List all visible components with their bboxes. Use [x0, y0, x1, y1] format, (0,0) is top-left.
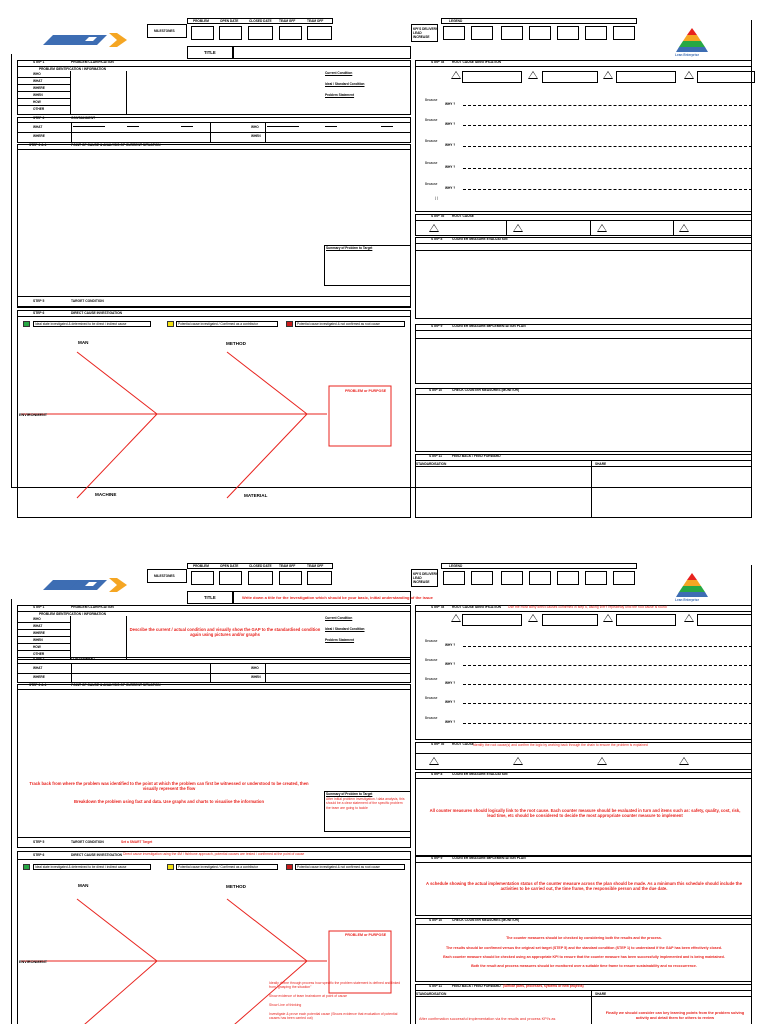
step11-panel — [415, 454, 752, 518]
step1-row-other: OTHER — [33, 652, 45, 656]
fishbone-guide-note: Show evidence of team brainstorm at point of cause — [269, 994, 348, 998]
step1-number: STEP 1 — [33, 60, 45, 64]
step11-standardisation-guide: After confirmation successful implementation via the results and process KPI's as — [419, 1017, 556, 1021]
step10-guide-text: Both the result and process measures should be monitored over a suitable time frame to ensure sustainability and no reoccurrence. — [471, 964, 697, 968]
company-logo-icon — [39, 574, 131, 596]
step11-title: FEED BACK / FEED FORWARD — [452, 984, 501, 988]
fishbone-problem-label: PROBLEM or PURPOSE — [345, 389, 387, 393]
legend-green-text: Ideal state investigated & determined to be direct / indirect cause — [35, 322, 127, 326]
step1-row-where: WHERE — [33, 631, 45, 635]
title-label-box — [187, 591, 233, 604]
fishbone-environment-label: ENVIRONMENT — [19, 413, 48, 417]
kpi-field-7[interactable] — [613, 571, 635, 585]
step3-guide-text-b: Breakdown the problem using fact and data. Use graphs and charts to visualise the information — [73, 799, 265, 804]
standardisation-header: STANDARDISATION — [416, 992, 447, 996]
step1-title: PROBLEM CLARIFICATION — [71, 605, 114, 609]
cause-box-1[interactable] — [462, 71, 522, 83]
legend-label: LEGEND — [449, 19, 463, 23]
step7b-number: STEP 7b — [431, 742, 445, 746]
step2-row-what: WHAT — [33, 666, 43, 670]
kpi-field-5[interactable] — [557, 26, 579, 40]
step2-row-when: WHEN — [251, 675, 261, 679]
kpi-field-3[interactable] — [501, 26, 523, 40]
root-cause-triangle-icon — [429, 757, 439, 765]
legend-yellow-swatch — [167, 864, 174, 870]
warning-triangle-icon — [528, 614, 538, 622]
step1-row-other: OTHER — [33, 107, 45, 111]
title-label: TITLE — [204, 50, 216, 55]
date-field-3[interactable] — [248, 26, 273, 40]
why-label: WHY ? — [445, 122, 456, 126]
step10-guide-text: Each counter measure should be checked using an appropriate KPI to ensure that the counter measure has been successfully implemented and is being maintained. — [443, 955, 725, 959]
title-field[interactable] — [233, 591, 433, 604]
legend-green-swatch — [23, 864, 30, 870]
fishbone-guide-note: Investigate & prove each potential cause (Shows evidence that evaluation of potential causes has been carried out) — [269, 1012, 398, 1021]
step3-number: STEP 3 & 4 — [29, 143, 47, 147]
kpi-field-1[interactable] — [443, 571, 465, 585]
cause-box-3[interactable] — [616, 71, 676, 83]
date-header-team-gff: TEAM GFF — [279, 19, 296, 23]
step2-number: STEP 2 — [33, 116, 45, 120]
warning-triangle-icon — [451, 71, 461, 79]
problem-statement-label: Problem Statement — [325, 638, 355, 642]
step5-number: STEP 5 — [33, 299, 45, 303]
kpi-field-2[interactable] — [471, 571, 493, 585]
why-label: WHY ? — [445, 186, 456, 190]
why-label: WHY ? — [445, 681, 456, 685]
company-logo-icon — [39, 29, 131, 51]
fishbone-problem-label: PROBLEM or PURPOSE — [345, 933, 387, 937]
date-header-problem: PROBLEM — [193, 19, 209, 23]
kpi-field-3[interactable] — [501, 571, 523, 585]
step11-share-guide: Finally we should consider can key learning points from the problem solving activity and detail them for others to review — [605, 1011, 745, 1021]
step2-title: CONTAINMENT — [71, 116, 96, 120]
step1-row-what: WHAT — [33, 624, 43, 628]
because-label: Because — [425, 98, 438, 102]
because-label: Because — [425, 677, 438, 681]
step1-title: PROBLEM CLARIFICATION — [71, 60, 114, 64]
step10-guide-text: The counter measures should be checked by considering both the results and the process. — [506, 936, 662, 940]
step1-guide-text: Describe the current / actual condition and visually show the GAP to the standardised condition again using pictures and/or graphs — [129, 627, 321, 638]
root-cause-triangle-icon — [513, 224, 523, 232]
step2-row-where: WHERE — [33, 675, 45, 679]
problem-statement-label: Problem Statement — [325, 93, 355, 97]
step2-row-where: WHERE — [33, 134, 45, 138]
date-header-closed: CLOSED DATE — [249, 19, 272, 23]
step3-number: STEP 3 & 4 — [29, 683, 47, 687]
step3-summary-box — [324, 245, 411, 286]
step7a-number: STEP 7a — [431, 60, 445, 64]
why-label: WHY ? — [445, 165, 456, 169]
step2-number: STEP 2 — [33, 657, 45, 661]
date-field-1[interactable] — [191, 571, 214, 585]
step7b-guide-text: Identify the root cause(s) and confirm the logic by working back through the chain to ensure the problem is explained — [473, 743, 648, 747]
step8-number: STEP 8 — [431, 772, 443, 776]
milestones-label: MILESTONES — [154, 574, 175, 578]
milestones-label: MILESTONES — [154, 29, 175, 33]
warning-triangle-icon — [528, 71, 538, 79]
step1-row-what: WHAT — [33, 79, 43, 83]
date-header-team-off: TEAM OFF — [307, 19, 324, 23]
fishbone-material-label: MATERIAL — [244, 493, 268, 498]
milestones-label-box — [147, 569, 187, 583]
step9-title: COUNTER MEASURE IMPLEMENTATION PLAN — [452, 324, 526, 328]
kpi-field-2[interactable] — [471, 26, 493, 40]
step8-number: STEP 8 — [431, 237, 443, 241]
date-header-problem: PROBLEM — [193, 564, 209, 568]
fishbone-environment-label: ENVIRONMENT — [19, 960, 48, 964]
step10-number: STEP 10 — [429, 388, 443, 392]
why-label: WHY ? — [445, 102, 456, 106]
a3-sheet-guide — [11, 563, 752, 1024]
date-field-5[interactable] — [307, 571, 332, 585]
step9-number: STEP 9 — [431, 856, 443, 860]
step10-title: CHECK COUNTER MEASURES (MONITOR) — [452, 918, 520, 922]
step10-panel — [415, 388, 752, 452]
date-field-2[interactable] — [219, 571, 242, 585]
step7a-title: ROOT CAUSE IDENTIFICATION — [452, 60, 502, 64]
fishbone-guide-note: Show Line of thinking — [269, 1003, 302, 1007]
ideal-condition-label: Ideal / Standard Condition — [325, 627, 365, 631]
fishbone-machine-label: MACHINE — [95, 492, 117, 497]
legend-green-text: Ideal state investigated & determined to be direct / indirect cause — [35, 865, 127, 869]
date-header-open: OPEN DATE — [220, 19, 239, 23]
current-condition-label: Current Condition — [325, 71, 353, 75]
cause-box-4[interactable] — [697, 614, 752, 626]
step6-guide-text: Direct cause investigation using the 4M / fishbone approach, potential causes are tested / confirmed at the point of cause — [123, 852, 305, 856]
kpi-field-4[interactable] — [529, 26, 551, 40]
date-field-4[interactable] — [279, 26, 302, 40]
step6-title: DIRECT CAUSE INVESTIGATION — [71, 853, 123, 857]
step9-guide-text: A schedule showing the actual implementation status of the counter measure across the plan should be made. As a minimum this schedule should include the activities to be carried out, the time frame, the responsible person and the due date. — [426, 881, 742, 892]
step2-row-when: WHEN — [251, 134, 261, 138]
step5-title: TARGET CONDITION — [71, 299, 104, 303]
legend-yellow-text: Potential cause investigated / Confirmed as a contributor — [178, 865, 258, 869]
because-label: Because — [425, 161, 438, 165]
why-label: WHY ? — [445, 662, 456, 666]
logo-caption: Lean Enterprise — [675, 53, 700, 57]
root-cause-triangle-icon — [513, 757, 523, 765]
step6-number: STEP 6 — [33, 311, 45, 315]
legend-yellow-text: Potential cause investigated / Confirmed as a contributor — [178, 322, 258, 326]
ideal-condition-label: Ideal / Standard Condition — [325, 82, 365, 86]
cause-box-1[interactable] — [462, 614, 522, 626]
date-field-1[interactable] — [191, 26, 214, 40]
because-label: Because — [425, 639, 438, 643]
title-label-box — [187, 46, 233, 59]
title-label: TITLE — [204, 595, 216, 600]
cause-box-2[interactable] — [542, 614, 598, 626]
step2-row-who: WHO — [251, 125, 259, 129]
step3-summary-label: Summary of Problem to Target — [326, 792, 373, 796]
step7b-title: ROOT CAUSE — [452, 742, 474, 746]
step5-guide-text: Set a SMART Target — [121, 840, 153, 844]
warning-triangle-icon — [684, 71, 694, 79]
step6-title: DIRECT CAUSE INVESTIGATION — [71, 311, 123, 315]
kpi-field-1[interactable] — [443, 26, 465, 40]
title-guide-text: Write down a title for the investigation which should be your basic, initial understanding of the issue — [242, 595, 433, 600]
legend-red-text: Potential cause investigated & not confirmed as root cause — [297, 865, 380, 869]
title-field[interactable] — [233, 46, 411, 59]
step3-summary-guide: After initial problem investigation / data analysis, this should be a clear statement of the specific problem the team are going to tackle — [326, 797, 405, 810]
current-condition-label: Current Condition — [325, 616, 353, 620]
step11-number: STEP 11 — [429, 984, 442, 988]
legend-red-text: Potential cause investigated & not confirmed as root cause — [297, 322, 380, 326]
step1-row-who: WHO — [33, 617, 41, 621]
cause-box-3[interactable] — [616, 614, 676, 626]
why-label: WHY ? — [445, 143, 456, 147]
warning-triangle-icon — [603, 71, 613, 79]
step1-row-where: WHERE — [33, 86, 45, 90]
legend-red-swatch — [286, 321, 293, 327]
warning-triangle-icon — [451, 614, 461, 622]
date-header-closed: CLOSED DATE — [249, 564, 272, 568]
kpi-label-box — [411, 24, 438, 42]
logo-caption: Lean Enterprise — [675, 598, 700, 602]
date-field-2[interactable] — [219, 26, 242, 40]
warning-triangle-icon — [684, 614, 694, 622]
kpi-label-box — [411, 569, 438, 587]
date-field-4[interactable] — [279, 571, 302, 585]
because-label: Because — [425, 182, 438, 186]
root-cause-triangle-icon — [597, 224, 607, 232]
step10-number: STEP 10 — [429, 918, 443, 922]
step8-title: COUNTER MEASURE EVALUATION — [452, 237, 508, 241]
because-label: Because — [425, 716, 438, 720]
fishbone-diagram — [17, 328, 411, 518]
step7b-title: ROOT CAUSE — [452, 214, 474, 218]
warning-triangle-icon — [603, 614, 613, 622]
step11-title: FEED BACK / FEED FORWARD — [452, 454, 501, 458]
date-field-5[interactable] — [307, 26, 332, 40]
root-cause-triangle-icon — [429, 224, 439, 232]
fishbone-method-label: METHOD — [226, 884, 246, 889]
root-cause-triangle-icon — [597, 757, 607, 765]
step3-guide-text-a: Track back from where the problem was identified to the point at which the problem can first be witnessed or understood to be created, then visually represent the flow — [29, 781, 309, 792]
step1-number: STEP 1 — [33, 605, 45, 609]
because-label: Because — [425, 139, 438, 143]
fishbone-man-label: MAN — [78, 340, 89, 345]
date-header-team-off: TEAM OFF — [307, 564, 324, 568]
kpi-field-6[interactable] — [585, 26, 607, 40]
step1-row-who: WHO — [33, 72, 41, 76]
step3-summary-box — [324, 791, 411, 832]
step5-number: STEP 5 — [33, 840, 45, 844]
step2-row-what: WHAT — [33, 125, 43, 129]
step10-guide-text: The results should be confirmed versus the original set target (STEP 5) and the standard condition (STEP 1) to understand if the GAP has been effectively closed. — [446, 946, 722, 950]
step1-subtitle: PROBLEM IDENTIFICATION / INFORMATION — [39, 67, 106, 71]
legend-yellow-swatch — [167, 321, 174, 327]
why-label: WHY ? — [445, 700, 456, 704]
step7a-number: STEP 7a — [431, 605, 445, 609]
step5-title: TARGET CONDITION — [71, 840, 104, 844]
step11-number: STEP 11 — [429, 454, 442, 458]
step3-title: POINT OF CAUSE & ANALYSIS OF CURRENT SITUATION — [71, 143, 161, 147]
legend-green-swatch — [23, 321, 30, 327]
kpi-label: KPI'S DELIVERY LEAD INCREASE — [413, 27, 438, 39]
step8-guide-text: All counter measures should logically link to the root cause. Each counter measure should be evaluated in turn and items such as: safety, quality, cost, risk, lead time, etc should be considered to decide the most appropriate counter measure to implement — [429, 808, 741, 819]
why-label: WHY ? — [445, 720, 456, 724]
step10-title: CHECK COUNTER MEASURES (MONITOR) — [452, 388, 520, 392]
cause-box-4[interactable] — [697, 71, 755, 83]
date-header-team-gff: TEAM GFF — [279, 564, 296, 568]
step7a-guide-text: Use the most likely direct causes confirmed in step 6, asking WHY repeatedly until the root cause is found — [508, 605, 667, 609]
step2-row-who: WHO — [251, 666, 259, 670]
step9-number: STEP 9 — [431, 324, 443, 328]
fishbone-method-label: METHOD — [226, 341, 246, 346]
legend-red-swatch — [286, 864, 293, 870]
a3-sheet-blank: MILESTONES PROBLEM OPEN DATE CLOSED DATE TEAM GFF TEAM OFF TITLE KPI'S DELIVERY LEAD INCREASE LEGEND Lean Enterprise STEP 1 PROBLEM CLARIFICATION PROBLEM IDENTIFICATION / INFORMATION WHO WHAT WHERE WHEN HOW OTHER Current Condition Ideal / Standard Condition Problem Statement STEP 2 CONTAINMENT WHAT WHERE WHO WHEN STEP 3 & 4 POINT OF CAUSE & ANALYSIS OF CURRENT SITUATION Summary of Problem to Target STEP 5 TARGET CONDITION STEP 6 DIRECT CAUSE INVESTIGATION Ideal state investigated & determined to be direct / indirect cause Potential cause investigated / Confirmed as a contributor Potential cause investigated & not confirmed as root cause MAN METHOD MACHINE MATERIAL ENVIRONMENT PROBLEM or PURPOSE STEP 7a ROOT CAUSE IDENTIFICATION Because WHY ? Because WHY ? Because WHY ? Because WHY ? Because WHY ? ( ) STEP 7b ROOT CAUSE STEP 8 COUNTER MEASURE EVALUATION STEP 9 COUNTER MEASURE IMPLEMENTATION PLAN STEP 10 CHECK COUNTER MEASURES (MONITOR) STEP 11 FEED BACK / FEED FORWARD STANDARDISATION SHARE — [11, 18, 752, 488]
kpi-label: KPI'S DELIVERY LEAD INCREASE — [413, 572, 438, 584]
step3-title: POINT OF CAUSE & ANALYSIS OF CURRENT SITUATION — [71, 683, 161, 687]
step11-guide-text: (Similar parts, processes, systems or new projects) — [503, 984, 584, 988]
standardisation-header: STANDARDISATION — [416, 462, 447, 466]
step9-panel — [415, 324, 752, 384]
date-header-open: OPEN DATE — [220, 564, 239, 568]
root-cause-triangle-icon — [679, 224, 689, 232]
fishbone-guide-note: Ideally define through process how specific the problem statement is defined and linked from "grasping the situation" — [269, 981, 401, 990]
step1-row-when: WHEN — [33, 638, 43, 642]
step1-row-when: WHEN — [33, 93, 43, 97]
fishbone-guide-notes — [267, 981, 411, 1024]
kpi-field-6[interactable] — [585, 571, 607, 585]
step2-title: CONTAINMENT — [71, 657, 96, 661]
share-header: SHARE — [595, 992, 607, 996]
cause-box-2[interactable] — [542, 71, 598, 83]
kpi-field-7[interactable] — [613, 26, 635, 40]
kpi-field-4[interactable] — [529, 571, 551, 585]
step7b-number: STEP 7b — [431, 214, 445, 218]
because-label: Because — [425, 696, 438, 700]
because-label: Because — [425, 118, 438, 122]
legend-label: LEGEND — [449, 564, 463, 568]
step9-title: COUNTER MEASURE IMPLEMENTATION PLAN — [452, 856, 526, 860]
kpi-field-5[interactable] — [557, 571, 579, 585]
step6-number: STEP 6 — [33, 853, 45, 857]
root-cause-triangle-icon — [679, 757, 689, 765]
because-label: Because — [425, 658, 438, 662]
step1-row-how: HOW — [33, 645, 41, 649]
milestones-label-box — [147, 24, 187, 38]
date-field-3[interactable] — [248, 571, 273, 585]
why-label: WHY ? — [445, 643, 456, 647]
step7a-title: ROOT CAUSE IDENTIFICATION — [452, 605, 502, 609]
fishbone-man-label: MAN — [78, 883, 89, 888]
step1-row-how: HOW — [33, 100, 41, 104]
share-header: SHARE — [595, 462, 607, 466]
step3-summary-label: Summary of Problem to Target — [326, 246, 373, 250]
step8-title: COUNTER MEASURE EVALUATION — [452, 772, 508, 776]
step1-subtitle: PROBLEM IDENTIFICATION / INFORMATION — [39, 612, 106, 616]
